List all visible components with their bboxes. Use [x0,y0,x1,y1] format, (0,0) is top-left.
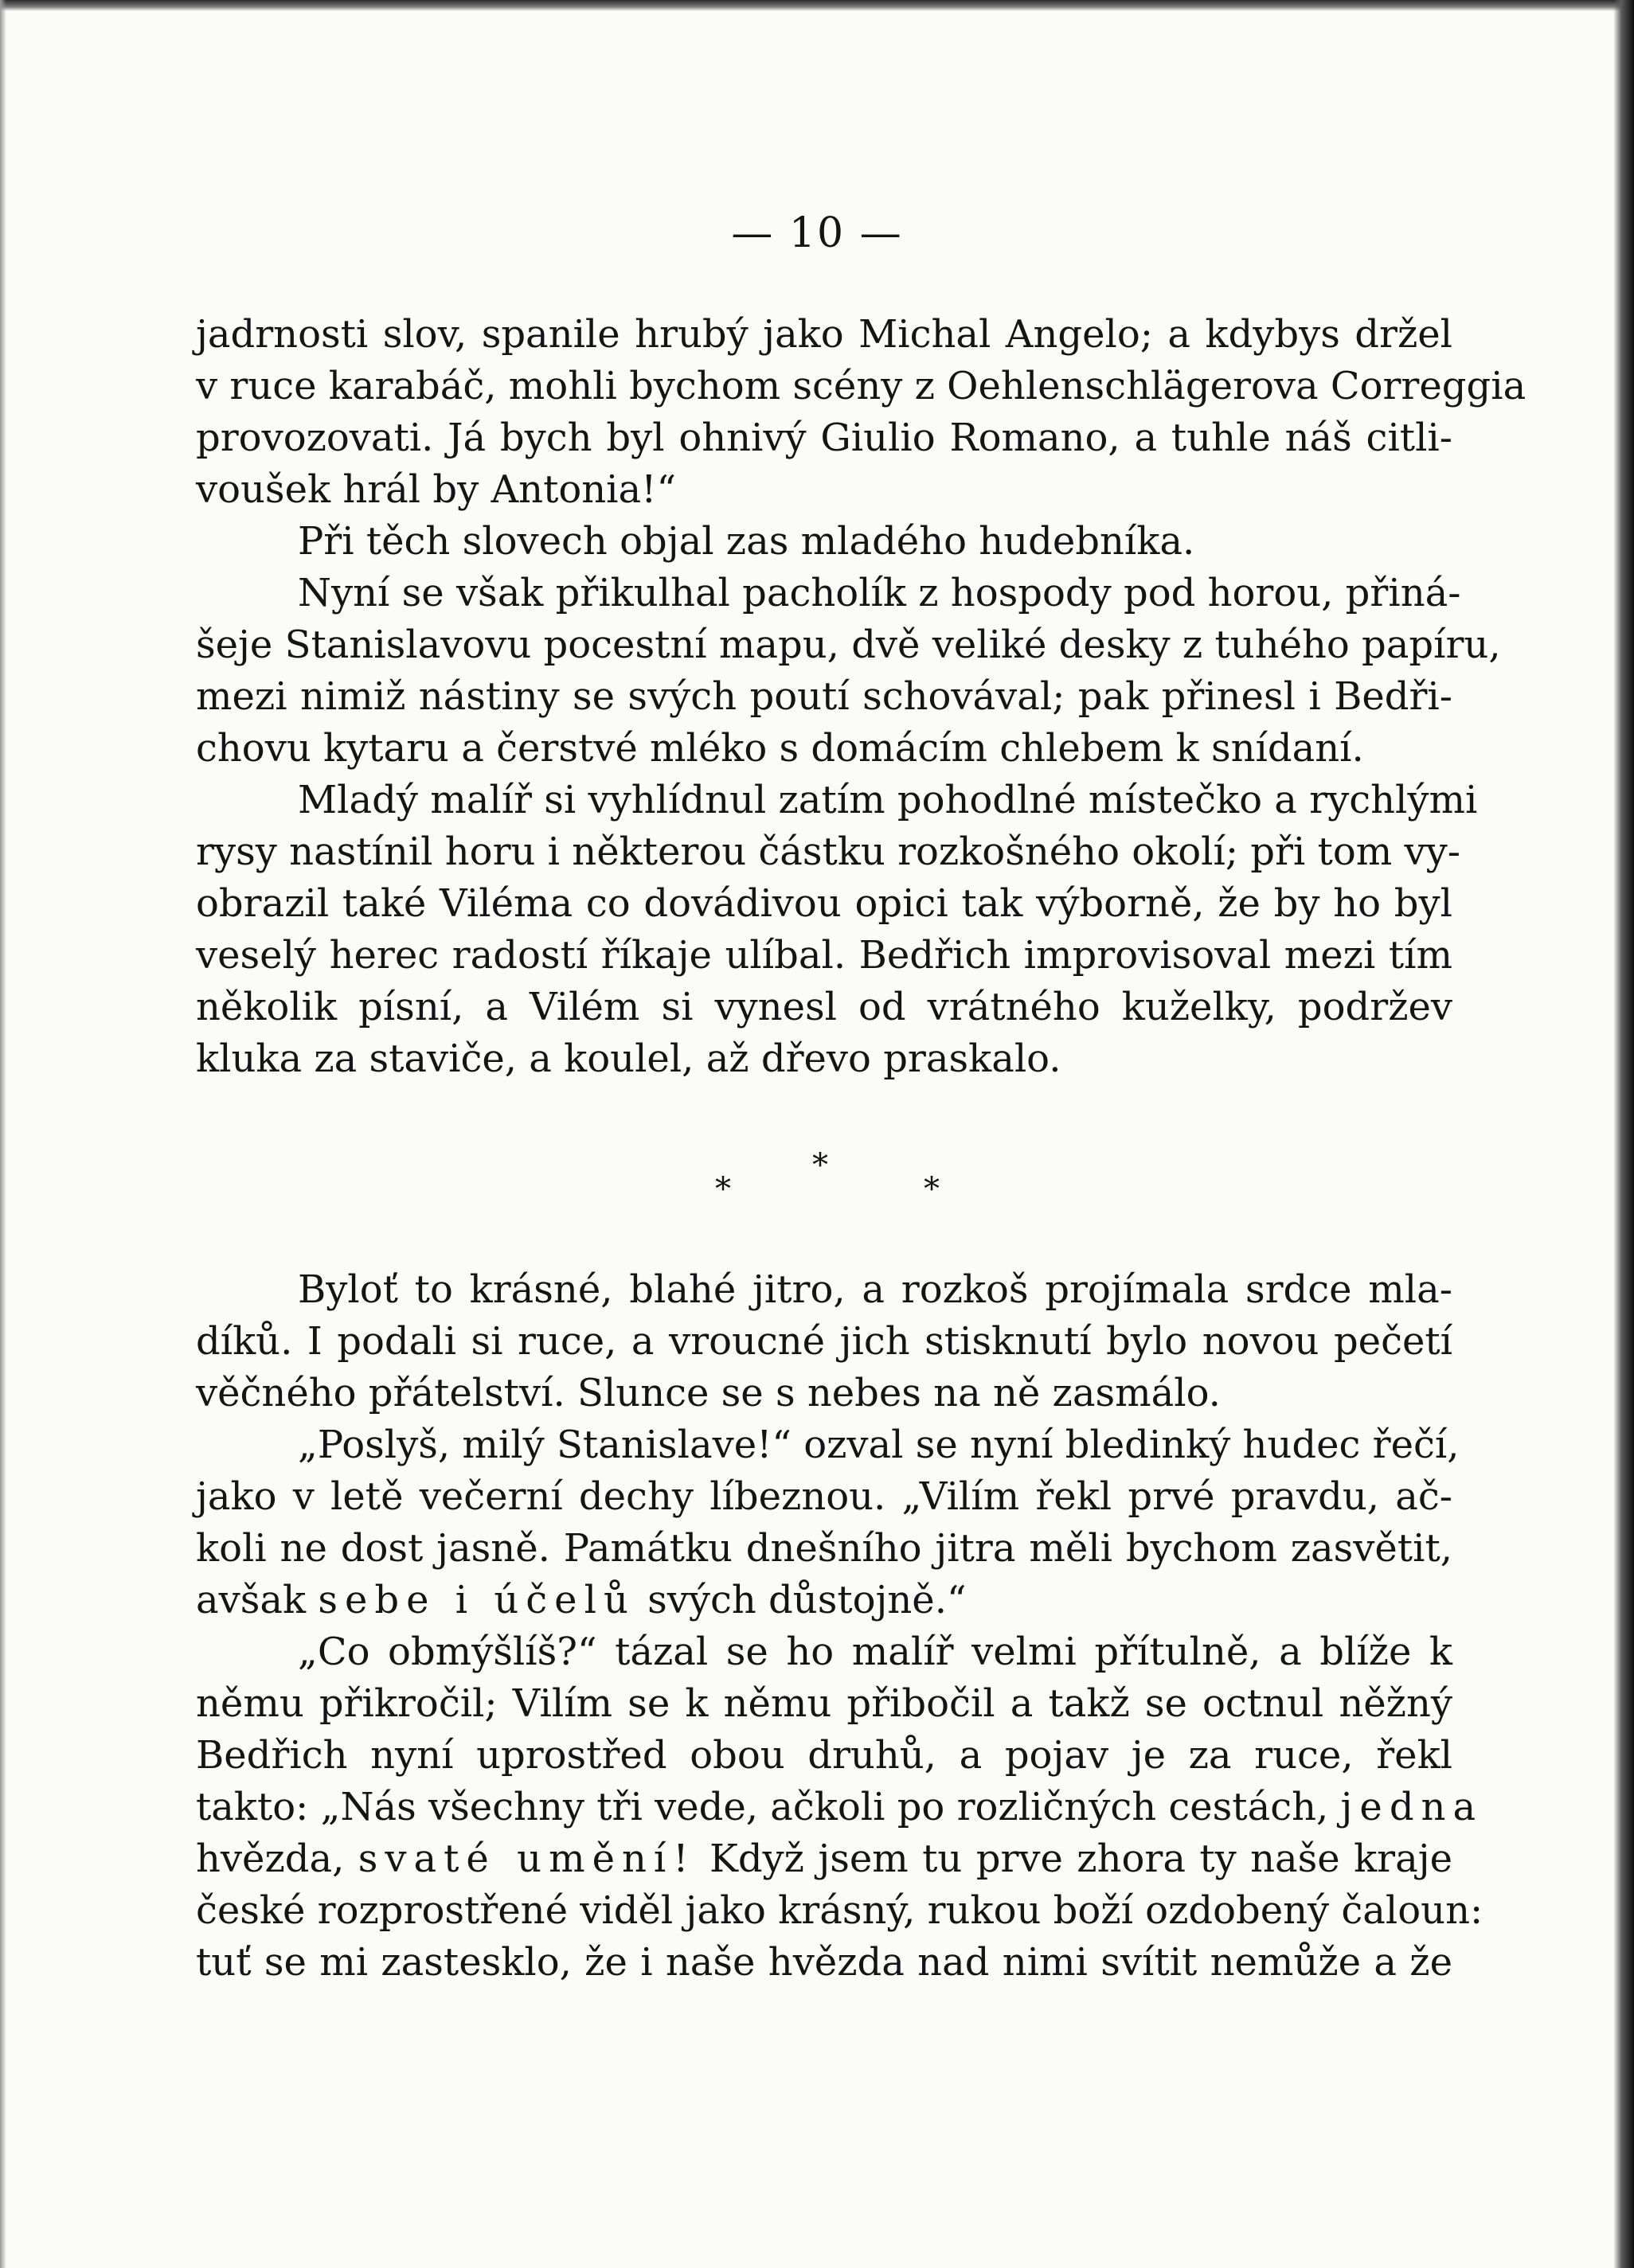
text-line: tuť se mi zastesklo, že i naše hvězda nad nimi svítit nemůže a že [196,1940,1452,1985]
asterisk: * [715,1171,731,1208]
scan-edge-left [0,0,6,2268]
text-line: voušek hrál by Antonia!“ [196,467,676,512]
text-line: „Poslyš, milý Stanislave!“ ozval se nyní bledinký hudec řečí, [298,1423,1460,1467]
asterisk: * [924,1171,940,1208]
section-divider [0,1138,1634,1210]
text-block-upper [196,309,1526,1085]
text-line: Při těch slovech objal zas mladého hudebníka. [298,519,1195,564]
scan-edge-top [0,0,1634,11]
spaced-emphasis: sebe i účelů [318,1578,635,1622]
text-line: několik písní, a Vilém si vynesl od vrátného kuželky, podržev [196,985,1452,1029]
text-line: v ruce karabáč, mohli bychom scény z Oehlenschlägerova Correggia [196,364,1526,408]
text-line: veselý herec radostí říkaje ulíbal. Bedřich improvisoval mezi tím [196,933,1452,978]
text-line: Mladý malíř si vyhlídnul zatím pohodlné místečko a rychlými [298,778,1478,822]
text-line: rysy nastínil horu i některou částku rozkošného okolí; při tom vy- [196,830,1460,874]
text-line [196,1833,1452,1885]
text-block-lower [196,1264,1484,1989]
spaced-emphasis: svaté umění! [358,1837,696,1881]
spaced-emphasis: jedna [1340,1785,1484,1829]
text-line: díků. I podali si ruce, a vroucné jich stisknutí bylo novou pečetí [196,1319,1452,1364]
text-line: chovu kytaru a čerstvé mléko s domácím chlebem k snídaní. [196,726,1364,771]
page-number: — 10 — [731,209,903,257]
text-line: koli ne dost jasně. Památku dnešního jitra měli bychom zasvětit, [196,1526,1452,1571]
text-fragment: hvězda, [196,1837,345,1881]
text-line: Byloť to krásné, blahé jitro, a rozkoš projímala srdce mla- [298,1267,1452,1312]
text-line: provozovati. Já bych byl ohnivý Giulio Romano, a tuhle náš citli- [196,416,1452,460]
text-line: Bedřich nyní uprostřed obou druhů, a pojav je za ruce, řekl [196,1733,1452,1778]
text-line: Nyní se však přikulhal pacholík z hospody pod horou, přiná- [298,571,1461,615]
text-fragment: Když jsem tu prve zhora ty naše kraje [709,1837,1453,1881]
text-line: jadrnosti slov, spanile hrubý jako Michal Angelo; a kdybys držel [196,312,1452,357]
asterisk: * [812,1147,828,1184]
text-line: obrazil také Viléma co dovádivou opici tak výborně, že by ho byl [196,881,1452,926]
text-line [196,1782,1484,1833]
text-line: němu přikročil; Vilím se k němu přibočil a takž se octnul něžný [196,1681,1452,1726]
text-line: kluka za staviče, a koulel, až dřevo praskalo. [196,1036,1061,1081]
text-fragment: avšak [196,1578,307,1622]
scan-edge-right [1613,0,1634,2268]
text-line: jako v letě večerní dechy líbeznou. „Vilím řekl prvé pravdu, ač- [196,1474,1452,1519]
text-line [196,1575,1452,1626]
text-line: mezi nimiž nástiny se svých poutí schovával; pak přinesl i Bedři- [196,674,1452,719]
text-line: „Co obmýšlíš?“ tázal se ho malíř velmi přítulně, a blíže k [298,1630,1452,1674]
text-fragment: takto: „Nás všechny tři vede, ačkoli po rozličných cestách, [196,1785,1329,1829]
text-line: české rozprostřené viděl jako krásný, rukou boží ozdobený čaloun: [196,1888,1484,1933]
text-fragment: svých důstojně.“ [647,1578,967,1622]
text-line: šeje Stanislavovu pocestní mapu, dvě veliké desky z tuhého papíru, [196,623,1501,667]
text-line: věčného přátelství. Slunce se s nebes na ně zasmálo. [196,1371,1221,1415]
